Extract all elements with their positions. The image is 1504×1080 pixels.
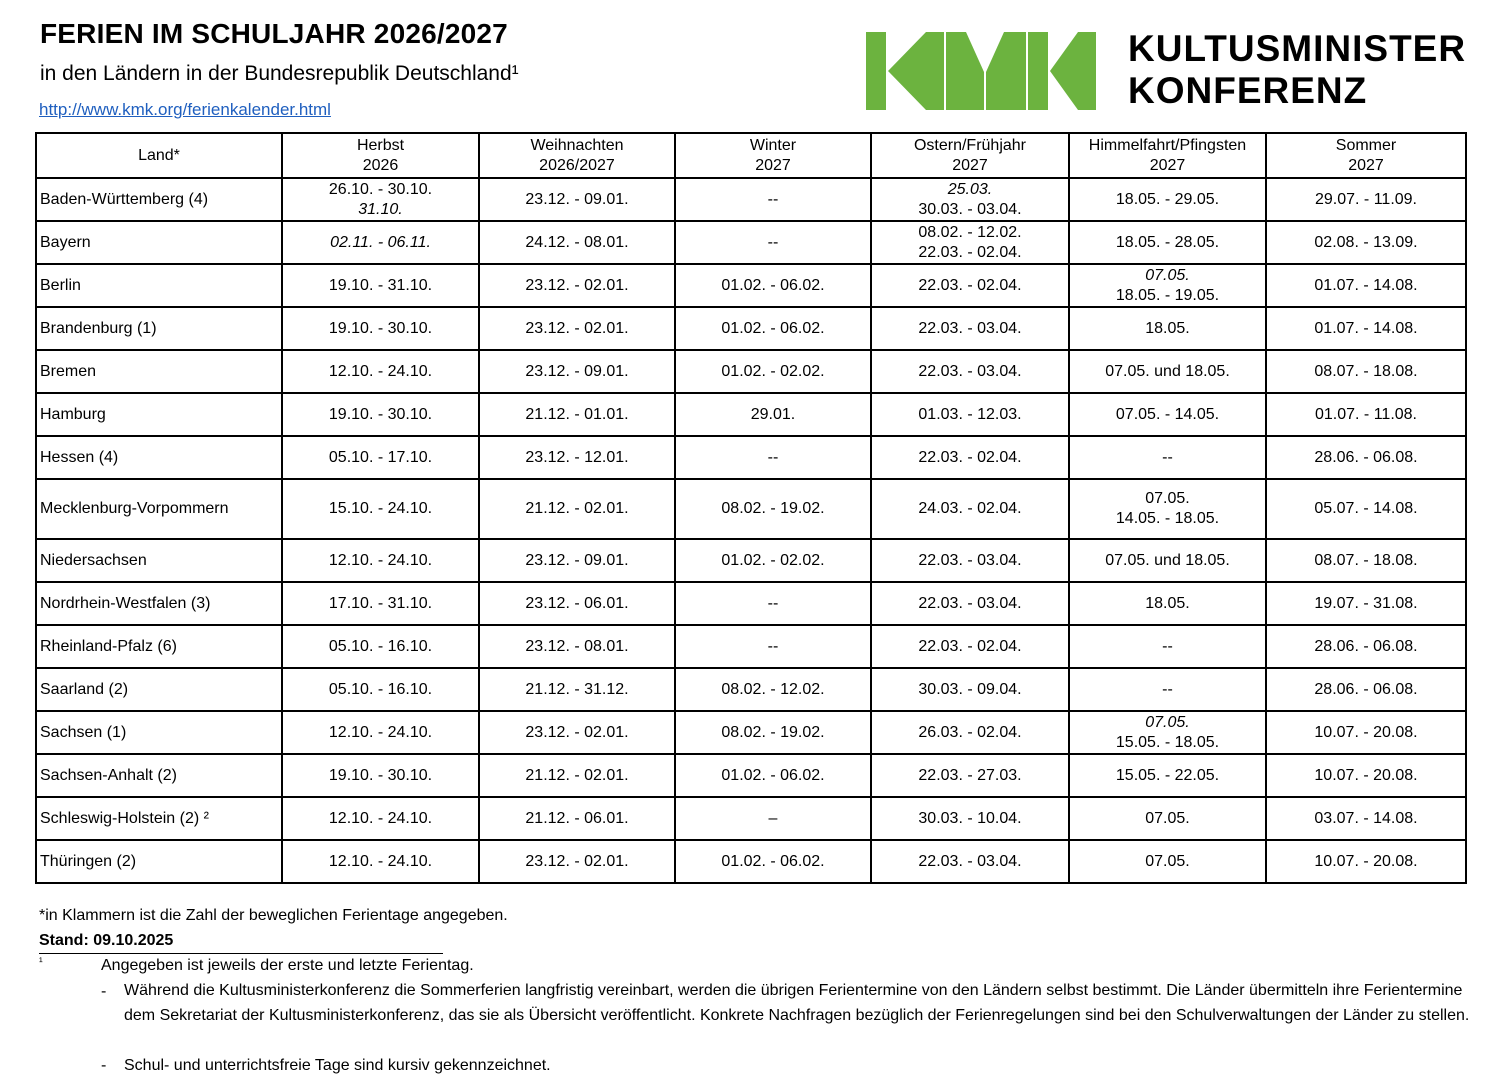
table-row (36, 479, 1466, 539)
date-value: 01.07. - 14.08. (1314, 319, 1418, 337)
column-header-label: Winter (749, 136, 797, 154)
date-value: 23.12. - 02.01. (525, 723, 629, 741)
date-value: 22.03. - 02.04. (918, 276, 1022, 294)
date-value: 23.12. - 06.01. (525, 594, 629, 612)
date-value: 15.10. - 24.10. (328, 500, 433, 517)
table-row (36, 350, 1466, 393)
table-row (36, 711, 1466, 754)
date-value: 01.02. - 02.02. (721, 362, 825, 380)
column-header-2 (479, 133, 675, 178)
date-value: 02.11. - 06.11. (330, 233, 431, 251)
date-value: 05.10. - 16.10. (328, 680, 433, 698)
land-cell: Nordrhein-Westfalen (3) (36, 582, 282, 625)
date-value: 07.05. (1145, 490, 1190, 507)
kmk-logo-shapes (866, 32, 1096, 110)
date-value: 23.12. - 08.01. (525, 637, 629, 655)
date-value: -- (767, 594, 779, 612)
table-body (36, 178, 1466, 883)
date-cell (1266, 393, 1466, 436)
date-cell (1069, 221, 1266, 264)
date-cell (1069, 436, 1266, 479)
date-value: 15.05. - 18.05. (1115, 733, 1220, 751)
date-value: 19.10. - 30.10. (328, 405, 433, 423)
date-value: -- (1162, 448, 1173, 466)
date-cell (1069, 582, 1266, 625)
date-value: 21.12. - 02.01. (525, 500, 629, 517)
date-cell (1069, 711, 1266, 754)
date-value: 30.03. - 09.04. (918, 680, 1022, 698)
date-value: 23.12. - 02.01. (525, 319, 629, 337)
table-row (36, 264, 1466, 307)
table-row (36, 393, 1466, 436)
kmk-logo (866, 32, 1096, 110)
date-value: 28.06. - 06.08. (1314, 680, 1418, 698)
date-cell (479, 221, 675, 264)
date-cell (871, 625, 1069, 668)
date-cell (1069, 178, 1266, 221)
date-value: 22.03. - 02.04. (918, 448, 1022, 466)
date-cell (1266, 350, 1466, 393)
page-title: FERIEN IM SCHULJAHR 2026/2027 (40, 18, 508, 49)
date-value: 15.05. - 22.05. (1115, 766, 1220, 784)
date-value: 01.07. - 11.08. (1315, 405, 1417, 423)
org-name-line1: KULTUSMINISTER (1128, 28, 1467, 69)
date-cell (675, 754, 871, 797)
date-cell (675, 221, 871, 264)
date-value: 12.10. - 24.10. (328, 852, 433, 870)
date-cell (1069, 840, 1266, 883)
date-value: 07.05. (1145, 713, 1190, 731)
date-cell (1266, 436, 1466, 479)
logo-m-right (986, 32, 1026, 110)
table-row (36, 625, 1466, 668)
date-cell (479, 711, 675, 754)
date-value: 01.02. - 06.02. (721, 852, 825, 870)
column-header-label: Ostern/Frühjahr (913, 136, 1027, 154)
column-header-label: Herbst (356, 136, 405, 154)
date-value: 28.06. - 06.08. (1314, 637, 1418, 655)
date-cell (479, 393, 675, 436)
date-cell (675, 436, 871, 479)
date-cell (1266, 479, 1466, 539)
date-value: 07.05. (1145, 852, 1190, 870)
date-value: 23.12. - 02.01. (525, 276, 629, 294)
land-cell: Hessen (4) (36, 436, 282, 479)
date-cell (675, 625, 871, 668)
table-header-row (36, 133, 1466, 178)
date-cell (282, 350, 479, 393)
date-value: 29.07. - 11.09. (1315, 190, 1417, 208)
date-cell (675, 711, 871, 754)
land-cell: Bremen (36, 350, 282, 393)
date-cell (675, 178, 871, 221)
date-value: -- (1162, 680, 1173, 698)
date-value: 01.02. - 06.02. (721, 276, 825, 294)
date-value: 21.12. - 31.12. (525, 680, 629, 698)
land-cell: Brandenburg (1) (36, 307, 282, 350)
date-cell (479, 668, 675, 711)
table-row (36, 539, 1466, 582)
date-cell (282, 840, 479, 883)
column-header-4 (871, 133, 1069, 178)
date-cell (1266, 221, 1466, 264)
land-cell: Mecklenburg-Vorpommern (36, 479, 282, 539)
column-header-3 (675, 133, 871, 178)
date-cell (479, 582, 675, 625)
date-cell (675, 797, 871, 840)
date-value: 19.10. - 31.10. (328, 276, 433, 294)
date-value: 18.05. (1145, 594, 1190, 612)
date-cell (282, 625, 479, 668)
date-value: 22.03. - 03.04. (918, 852, 1022, 870)
ferienkalender-link[interactable]: http://www.kmk.org/ferienkalender.html (39, 100, 331, 119)
date-value: 29.01. (750, 405, 796, 423)
table-row (36, 797, 1466, 840)
land-cell: Baden-Württemberg (4) (36, 178, 282, 221)
date-value: -- (767, 190, 779, 208)
date-value: 22.03. - 03.04. (918, 362, 1022, 380)
org-name (1128, 28, 1466, 112)
date-value: 03.07. - 14.08. (1314, 809, 1418, 827)
column-header-0 (36, 133, 282, 178)
table-row (36, 307, 1466, 350)
date-value: 30.03. - 10.04. (918, 809, 1022, 827)
date-cell (282, 582, 479, 625)
date-value: 02.08. - 13.09. (1314, 233, 1418, 251)
column-header-label: Land* (138, 146, 180, 164)
date-value: -- (1162, 637, 1173, 655)
table-row (36, 754, 1466, 797)
date-cell (479, 350, 675, 393)
date-value: 31.10. (358, 200, 403, 218)
date-value: 01.02. - 06.02. (721, 319, 825, 337)
land-cell: Thüringen (2) (36, 840, 282, 883)
page-subtitle: in den Ländern in der Bundesrepublik Deutschland¹ (40, 62, 519, 85)
date-cell (479, 436, 675, 479)
date-cell (1266, 625, 1466, 668)
column-header-label: Himmelfahrt/Pfingsten (1088, 136, 1247, 154)
date-value: 07.05. - 14.05. (1115, 405, 1220, 423)
date-cell (479, 797, 675, 840)
date-cell (479, 479, 675, 539)
land-cell: Rheinland-Pfalz (6) (36, 625, 282, 668)
date-value: 07.05. und 18.05. (1105, 551, 1230, 569)
bullet-dash-2: - (101, 1057, 107, 1074)
date-cell (871, 668, 1069, 711)
date-value: 10.07. - 20.08. (1314, 852, 1418, 870)
table-row (36, 668, 1466, 711)
footnote-separator (39, 953, 443, 954)
date-value: 23.12. - 12.01. (525, 448, 629, 466)
date-value: 12.10. - 24.10. (328, 809, 433, 827)
date-cell (675, 307, 871, 350)
date-cell (282, 436, 479, 479)
stand-date: Stand: 09.10.2025 (39, 932, 174, 949)
date-value: 18.05. - 29.05. (1115, 190, 1220, 208)
date-cell (871, 221, 1069, 264)
date-value: 19.10. - 30.10. (328, 319, 433, 337)
date-value: 05.10. - 17.10. (328, 448, 433, 466)
date-cell (1069, 479, 1266, 539)
date-value: 17.10. - 31.10. (328, 594, 433, 612)
date-cell (1069, 350, 1266, 393)
date-value: 12.10. - 24.10. (328, 362, 433, 380)
date-value: 22.03. - 02.04. (918, 243, 1022, 261)
date-cell (1266, 668, 1466, 711)
logo-k-right-bar (1028, 32, 1048, 110)
date-value: 08.02. - 12.02. (918, 223, 1022, 241)
date-cell (479, 539, 675, 582)
date-value: 12.10. - 24.10. (328, 551, 433, 569)
date-cell (1069, 393, 1266, 436)
date-value: 21.12. - 06.01. (525, 809, 629, 827)
date-cell (1266, 711, 1466, 754)
date-cell (871, 797, 1069, 840)
date-value: 30.03. - 03.04. (918, 200, 1022, 218)
date-cell (871, 840, 1069, 883)
column-header-label: Sommer (1335, 136, 1397, 154)
date-cell (1266, 582, 1466, 625)
date-value: 24.12. - 08.01. (525, 233, 629, 251)
date-value: 08.02. - 19.02. (721, 723, 825, 741)
date-cell (479, 307, 675, 350)
date-cell (871, 264, 1069, 307)
date-cell (1266, 539, 1466, 582)
date-cell (675, 539, 871, 582)
date-value: 21.12. - 02.01. (525, 766, 629, 784)
land-cell: Saarland (2) (36, 668, 282, 711)
date-cell (871, 582, 1069, 625)
date-value: 22.03. - 03.04. (918, 551, 1022, 569)
footnote-brackets: *in Klammern ist die Zahl der beweglichen Ferientage angegeben. (39, 907, 508, 924)
date-value: -- (767, 448, 779, 466)
date-value: 23.12. - 09.01. (525, 362, 629, 380)
table-row (36, 582, 1466, 625)
column-header-year: 2027 (755, 156, 791, 174)
org-name-line2: KONFERENZ (1128, 70, 1368, 111)
date-value: 05.10. - 16.10. (328, 637, 433, 655)
date-value: 23.12. - 09.01. (525, 551, 629, 569)
date-value: 08.07. - 18.08. (1314, 362, 1418, 380)
date-cell (282, 393, 479, 436)
date-value: 22.03. - 03.04. (918, 594, 1022, 612)
land-cell: Sachsen (1) (36, 711, 282, 754)
date-cell (282, 711, 479, 754)
date-value: 19.07. - 31.08. (1314, 594, 1418, 612)
date-value: 21.12. - 01.01. (525, 405, 629, 423)
date-value: 23.12. - 09.01. (525, 190, 629, 208)
date-cell (282, 754, 479, 797)
land-cell: Niedersachsen (36, 539, 282, 582)
date-cell (871, 178, 1069, 221)
date-value: 07.05. (1145, 809, 1190, 827)
date-value: 07.05. und 18.05. (1105, 362, 1230, 380)
date-cell (1266, 264, 1466, 307)
date-cell (871, 539, 1069, 582)
date-value: 18.05. - 19.05. (1115, 286, 1220, 304)
date-value: 01.02. - 02.02. (721, 551, 825, 569)
land-cell: Berlin (36, 264, 282, 307)
column-header-6 (1266, 133, 1466, 178)
date-cell (282, 539, 479, 582)
date-value: 26.10. - 30.10. (328, 180, 433, 198)
table-row (36, 840, 1466, 883)
date-value: 24.03. - 02.04. (918, 500, 1022, 517)
column-header-year: 2027 (1348, 156, 1384, 174)
date-value: 22.03. - 02.04. (918, 637, 1022, 655)
date-cell (871, 393, 1069, 436)
date-cell (1069, 264, 1266, 307)
date-cell (1069, 797, 1266, 840)
date-cell (282, 797, 479, 840)
land-cell: Hamburg (36, 393, 282, 436)
date-value: 01.07. - 14.08. (1314, 276, 1418, 294)
date-cell (675, 840, 871, 883)
date-value: 26.03. - 02.04. (918, 723, 1022, 741)
date-cell (871, 350, 1069, 393)
table-row (36, 221, 1466, 264)
bullet-dash-1: - (101, 983, 107, 1000)
date-value: 18.05. - 28.05. (1115, 233, 1220, 251)
date-cell (675, 479, 871, 539)
date-cell (1266, 754, 1466, 797)
date-cell (871, 479, 1069, 539)
logo-k-left-bar (866, 32, 886, 110)
date-cell (479, 264, 675, 307)
date-value: 18.05. (1145, 319, 1190, 337)
date-cell (1266, 840, 1466, 883)
date-value: 28.06. - 06.08. (1314, 448, 1418, 466)
date-cell (282, 221, 479, 264)
column-header-label: Weihnachten (530, 136, 624, 154)
table-row (36, 178, 1466, 221)
column-header-year: 2026 (362, 156, 399, 174)
date-cell (871, 711, 1069, 754)
date-value: 08.02. - 19.02. (721, 500, 825, 517)
date-cell (479, 178, 675, 221)
date-value: 25.03. (947, 180, 993, 198)
date-cell (282, 307, 479, 350)
date-cell (479, 840, 675, 883)
date-cell (282, 668, 479, 711)
land-cell: Bayern (36, 221, 282, 264)
date-cell (282, 264, 479, 307)
date-value: 10.07. - 20.08. (1314, 766, 1418, 784)
date-cell (871, 307, 1069, 350)
date-value: 01.03. - 12.03. (918, 405, 1022, 423)
date-cell (1069, 625, 1266, 668)
column-header-year: 2027 (1149, 156, 1186, 174)
date-value: -- (767, 637, 779, 655)
date-cell (282, 178, 479, 221)
date-value: 05.07. - 14.08. (1314, 500, 1418, 517)
date-value: 12.10. - 24.10. (328, 723, 433, 741)
date-value: 23.12. - 02.01. (525, 852, 629, 870)
date-cell (871, 436, 1069, 479)
table-row (36, 436, 1466, 479)
date-value: 01.02. - 06.02. (721, 766, 825, 784)
logo-k-right-arm (1050, 32, 1096, 110)
date-value: – (768, 809, 778, 827)
footnote-bullet-2: Schul- und unterrichtsfreie Tage sind kursiv gekennzeichnet. (124, 1057, 551, 1074)
date-cell (1069, 307, 1266, 350)
date-cell (675, 350, 871, 393)
date-cell (871, 754, 1069, 797)
holiday-table (35, 132, 1467, 884)
date-value: 10.07. - 20.08. (1314, 723, 1418, 741)
date-cell (675, 264, 871, 307)
date-value: 07.05. (1145, 266, 1190, 284)
column-header-year: 2027 (952, 156, 988, 174)
logo-m-left (946, 32, 984, 110)
column-header-1 (282, 133, 479, 178)
date-cell (1266, 307, 1466, 350)
footnote-first-last-day: Angegeben ist jeweils der erste und letzte Ferientag. (101, 957, 474, 974)
date-value: 08.02. - 12.02. (721, 680, 825, 698)
date-cell (1266, 178, 1466, 221)
date-cell (479, 625, 675, 668)
date-cell (1266, 797, 1466, 840)
date-value: 22.03. - 03.04. (918, 319, 1022, 337)
date-value: 08.07. - 18.08. (1314, 551, 1418, 569)
column-header-5 (1069, 133, 1266, 178)
date-cell (675, 582, 871, 625)
date-cell (675, 668, 871, 711)
date-cell (1069, 539, 1266, 582)
date-cell (282, 479, 479, 539)
date-value: -- (767, 233, 779, 251)
date-cell (1069, 754, 1266, 797)
date-value: 14.05. - 18.05. (1115, 510, 1220, 527)
date-cell (1069, 668, 1266, 711)
column-header-year: 2026/2027 (539, 156, 615, 174)
footnote-bullet-1: Während die Kultusministerkonferenz die Sommerferien langfristig vereinbart, werden die übrigen Ferientermine von den Ländern selbst bestimmt. Die Länder übermitteln ihre Ferientermine dem Sekretariat der Kultusministerkonferenz, das sie als Übersicht veröffentlicht. Konkrete Nachfragen bezüglich der Ferienregelungen sind bei den Schulverwaltungen der Länder zu stellen. (124, 982, 1470, 1024)
date-value: 19.10. - 30.10. (328, 766, 433, 784)
land-cell: Sachsen-Anhalt (2) (36, 754, 282, 797)
date-value: 22.03. - 27.03. (918, 766, 1022, 784)
date-cell (479, 754, 675, 797)
date-cell (675, 393, 871, 436)
logo-k-left-arm (888, 32, 944, 110)
footnote-marker: ¹ (39, 956, 43, 968)
land-cell: Schleswig-Holstein (2) ² (36, 797, 282, 840)
